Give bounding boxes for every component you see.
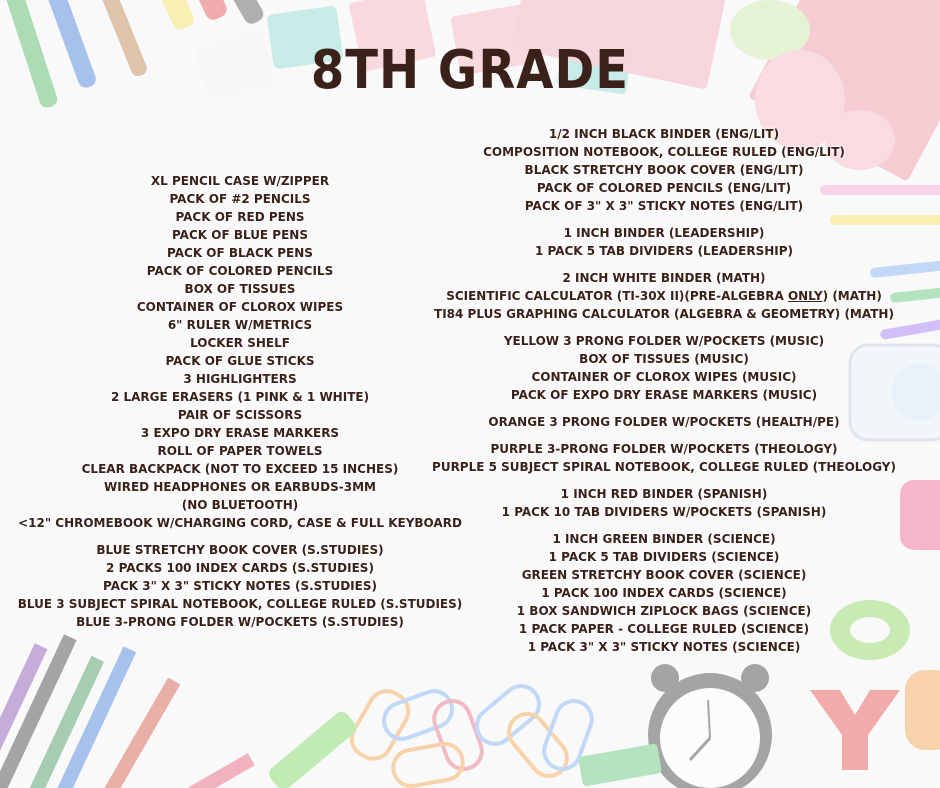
- list-item: 1 BOX SANDWICH ZIPLOCK BAGS (SCIENCE): [516, 604, 812, 618]
- list-item: (NO BLUETOOTH): [181, 498, 299, 512]
- leadership-group: [394, 224, 934, 260]
- list-item: PACK OF COLORED PENCILS (ENG/LIT): [536, 181, 792, 195]
- music-group: [394, 332, 934, 404]
- list-item: PACK OF BLACK PENS: [167, 246, 313, 260]
- list-item: PACK OF EXPO DRY ERASE MARKERS (MUSIC): [510, 388, 818, 402]
- list-item: PAIR OF SCISSORS: [177, 408, 303, 422]
- list-item: SCIENTIFIC CALCULATOR (TI-30X II)(PRE-ALGEBRA ONLY) (MATH): [446, 289, 882, 303]
- list-item: 1 PACK 5 TAB DIVIDERS (SCIENCE): [548, 550, 780, 564]
- list-item: WIRED HEADPHONES OR EARBUDS-3MM: [104, 480, 376, 494]
- list-item: LOCKER SHELF: [190, 336, 290, 350]
- list-item: 1 PACK 10 TAB DIVIDERS W/POCKETS (SPANISH): [501, 505, 827, 519]
- list-item: TI84 PLUS GRAPHING CALCULATOR (ALGEBRA & GEOMETRY) (MATH): [434, 307, 894, 321]
- math-group: [394, 269, 934, 323]
- list-item: CLEAR BACKPACK (NOT TO EXCEED 15 INCHES): [81, 462, 399, 476]
- list-item: BLACK STRETCHY BOOK COVER (ENG/LIT): [524, 163, 804, 177]
- list-item: 1 PACK 3" X 3" STICKY NOTES (SCIENCE): [527, 640, 801, 654]
- subject-supplies-list: [394, 125, 934, 665]
- list-item: COMPOSITION NOTEBOOK, COLLEGE RULED (ENG/LIT): [483, 145, 845, 159]
- list-item: GREEN STRETCHY BOOK COVER (SCIENCE): [521, 568, 807, 582]
- list-item: PACK 3" X 3" STICKY NOTES (S.STUDIES): [103, 579, 377, 593]
- science-group: [394, 530, 934, 656]
- list-item: BLUE 3 SUBJECT SPIRAL NOTEBOOK, COLLEGE RULED (S.STUDIES): [17, 597, 463, 611]
- list-item: BOX OF TISSUES: [184, 282, 296, 296]
- list-item: 1 INCH RED BINDER (SPANISH): [560, 487, 768, 501]
- list-item: <12" CHROMEBOOK W/CHARGING CORD, CASE & FULL KEYBOARD: [18, 516, 462, 530]
- list-item: 2 LARGE ERASERS (1 PINK & 1 WHITE): [110, 390, 370, 404]
- list-item: BOX OF TISSUES (MUSIC): [579, 352, 749, 366]
- list-item: YELLOW 3 PRONG FOLDER W/POCKETS (MUSIC): [503, 334, 825, 348]
- list-item: CONTAINER OF CLOROX WIPES: [136, 300, 344, 314]
- list-item: 1 INCH BINDER (LEADERSHIP): [563, 226, 765, 240]
- list-item: 2 INCH WHITE BINDER (MATH): [562, 271, 766, 285]
- spanish-group: [394, 485, 934, 521]
- list-item: 3 HIGHLIGHTERS: [183, 372, 297, 386]
- list-item: ROLL OF PAPER TOWELS: [157, 444, 323, 458]
- list-item: 1 INCH GREEN BINDER (SCIENCE): [552, 532, 776, 546]
- health-pe-group: [394, 413, 934, 431]
- list-item: PACK OF COLORED PENCILS: [146, 264, 334, 278]
- list-item: 1/2 INCH BLACK BINDER (ENG/LIT): [548, 127, 780, 141]
- list-item: BLUE 3-PRONG FOLDER W/POCKETS (S.STUDIES): [76, 615, 404, 629]
- list-item: 1 PACK 100 INDEX CARDS (SCIENCE): [541, 586, 787, 600]
- list-item: 3 EXPO DRY ERASE MARKERS: [140, 426, 340, 440]
- list-item: CONTAINER OF CLOROX WIPES (MUSIC): [531, 370, 797, 384]
- list-item: PACK OF 3" X 3" STICKY NOTES (ENG/LIT): [524, 199, 804, 213]
- english-literature-group: [394, 125, 934, 215]
- list-item: PACK OF BLUE PENS: [171, 228, 308, 242]
- list-item: PACK OF #2 PENCILS: [169, 192, 311, 206]
- list-item: PACK OF RED PENS: [175, 210, 305, 224]
- list-item: PURPLE 3-PRONG FOLDER W/POCKETS (THEOLOGY): [490, 442, 838, 456]
- list-item: PURPLE 5 SUBJECT SPIRAL NOTEBOOK, COLLEGE RULED (THEOLOGY): [432, 460, 896, 474]
- page-title: 8TH GRADE: [310, 38, 630, 102]
- list-item: XL PENCIL CASE W/ZIPPER: [150, 174, 330, 188]
- theology-group: [394, 440, 934, 476]
- list-item: BLUE STRETCHY BOOK COVER (S.STUDIES): [96, 543, 384, 557]
- list-item: 1 PACK 5 TAB DIVIDERS (LEADERSHIP): [534, 244, 794, 258]
- list-item: 1 PACK PAPER - COLLEGE RULED (SCIENCE): [518, 622, 810, 636]
- list-item: PACK OF GLUE STICKS: [165, 354, 315, 368]
- list-item: 2 PACKS 100 INDEX CARDS (S.STUDIES): [106, 561, 374, 575]
- list-item: 6" RULER W/METRICS: [167, 318, 313, 332]
- list-item: ORANGE 3 PRONG FOLDER W/POCKETS (HEALTH/PE): [488, 415, 840, 429]
